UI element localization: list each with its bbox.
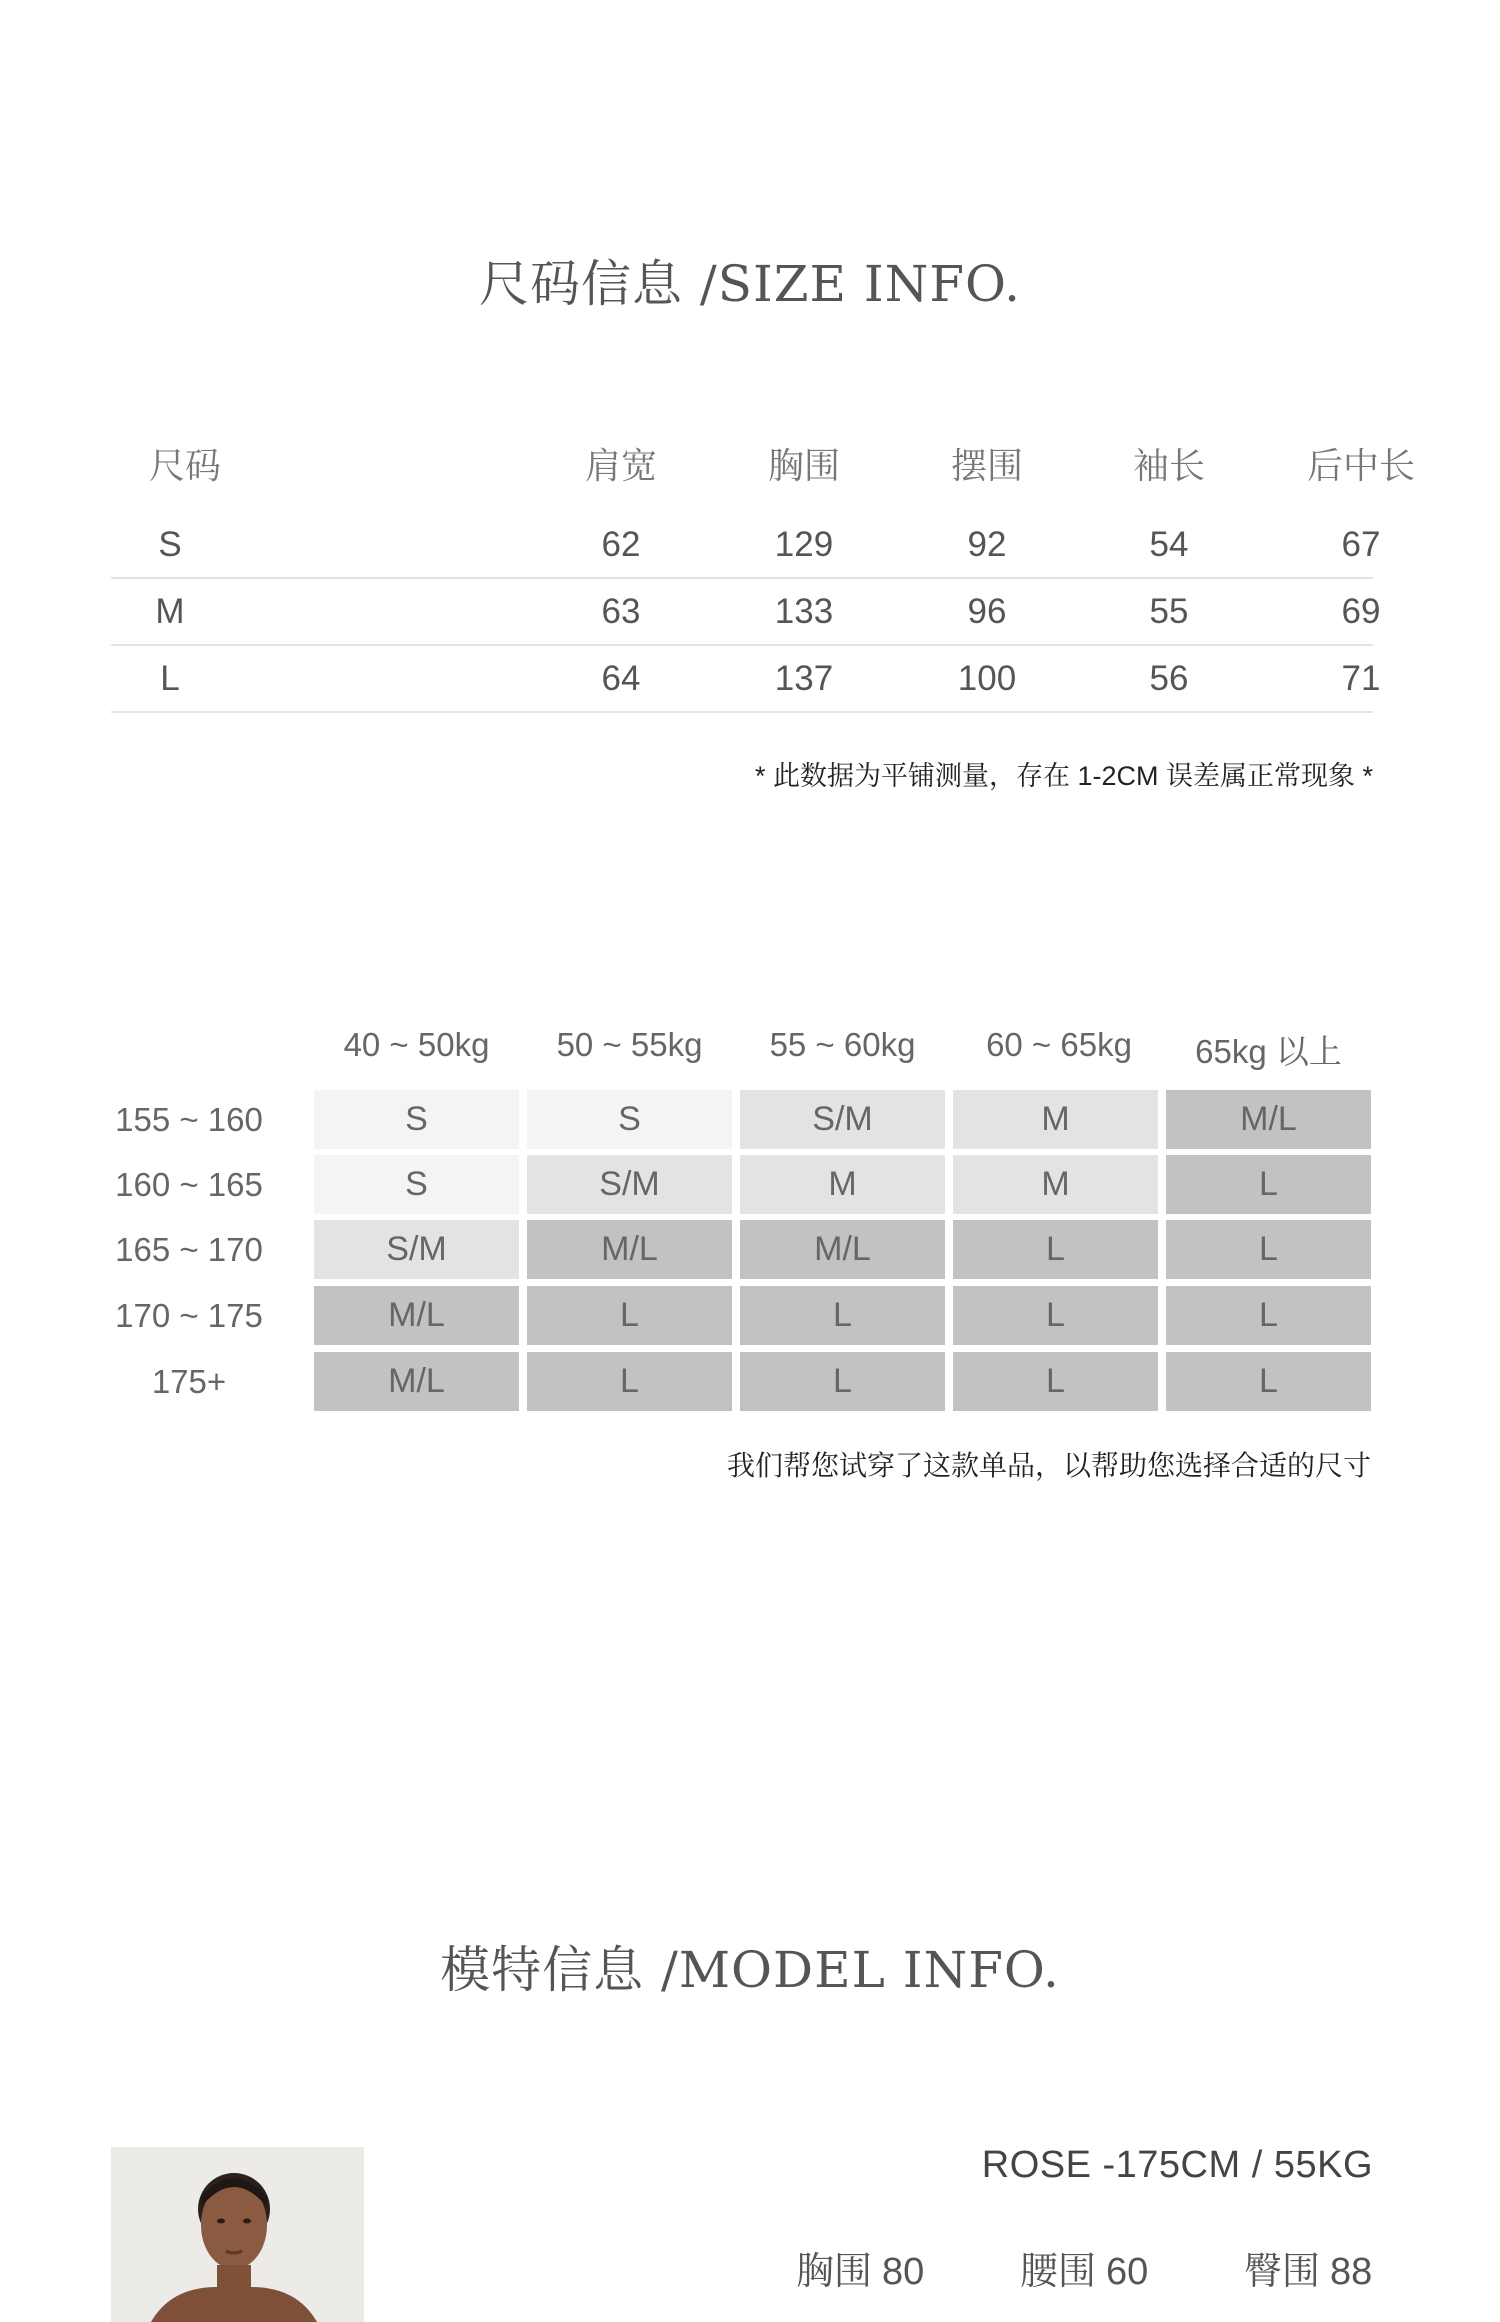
size-cell: L — [953, 1220, 1158, 1279]
weight-header: 50 ~ 55kg — [556, 1026, 703, 1063]
measurement-value: 88 — [1330, 2251, 1373, 2293]
measurement-label: 臀围 — [1244, 2251, 1321, 2293]
size-cell: S — [314, 1155, 519, 1214]
back-length-cell: 71 — [1341, 658, 1381, 698]
header-hem: 摆围 — [950, 445, 1023, 486]
weight-header: 55 ~ 60kg — [769, 1026, 916, 1063]
size-cell: M — [740, 1155, 945, 1214]
chest-cell: 133 — [774, 591, 834, 631]
back-length-cell: 69 — [1341, 591, 1381, 631]
hem-cell: 92 — [967, 524, 1007, 564]
measurement-chest — [796, 2240, 924, 2295]
size-cell: L — [740, 1352, 945, 1411]
header-chest: 胸围 — [767, 445, 840, 486]
size-cell: L — [527, 1352, 732, 1411]
model-info-title: 模特信息 /MODEL INFO. — [440, 1941, 1060, 1999]
height-label: 165 ~ 170 — [115, 1231, 263, 1268]
height-label: 170 ~ 175 — [115, 1297, 263, 1334]
measurement-value: 60 — [1106, 2251, 1149, 2293]
size-cell: S — [314, 1090, 519, 1149]
model-photo — [111, 2147, 364, 2322]
measurement-waist — [1020, 2240, 1148, 2295]
measurement-hip — [1244, 2240, 1372, 2295]
size-cell: M — [953, 1090, 1158, 1149]
size-cell: M — [953, 1155, 1158, 1214]
size-cell: L — [740, 1286, 945, 1345]
measurement-note: * 此数据为平铺测量，存在 1-2CM 误差属正常现象 * — [754, 761, 1373, 791]
size-cell: L — [1166, 1220, 1371, 1279]
hem-cell: 96 — [967, 591, 1007, 631]
size-cell: L — [1166, 1286, 1371, 1345]
table-row — [111, 646, 1381, 713]
size-cell: M/L — [314, 1352, 519, 1411]
size-info-title: 尺码信息 /SIZE INFO. — [478, 255, 1022, 313]
size-cell: M — [155, 591, 185, 631]
size-cell: L — [527, 1286, 732, 1345]
measurement-label: 腰围 — [1020, 2251, 1097, 2293]
weight-header: 60 ~ 65kg — [986, 1026, 1132, 1063]
size-cell: S — [527, 1090, 732, 1149]
size-cell: M/L — [314, 1286, 519, 1345]
size-cell: L — [953, 1352, 1158, 1411]
size-cell: M/L — [740, 1220, 945, 1279]
height-label: 175+ — [151, 1363, 227, 1400]
size-cell: S — [158, 524, 182, 564]
sleeve-cell: 56 — [1149, 658, 1189, 698]
size-cell: M/L — [527, 1220, 732, 1279]
header-back-length: 后中长 — [1306, 445, 1415, 486]
size-cell: S/M — [314, 1220, 519, 1279]
sleeve-cell: 55 — [1149, 591, 1189, 631]
shoulder-cell: 64 — [601, 658, 641, 698]
measurement-value: 80 — [882, 2251, 925, 2293]
header-shoulder: 肩宽 — [584, 445, 657, 486]
model-portrait-icon — [111, 2147, 364, 2322]
size-cell: S/M — [527, 1155, 732, 1214]
measurement-label: 胸围 — [796, 2251, 873, 2293]
height-label: 160 ~ 165 — [115, 1166, 263, 1203]
size-cell: L — [1166, 1352, 1371, 1411]
header-size: 尺码 — [149, 445, 222, 486]
size-cell: L — [160, 658, 180, 698]
header-sleeve: 袖长 — [1132, 445, 1205, 486]
size-cell: L — [953, 1286, 1158, 1345]
chest-cell: 137 — [774, 658, 834, 698]
weight-header: 40 ~ 50kg — [343, 1026, 490, 1063]
back-length-cell: 67 — [1341, 524, 1381, 564]
table-row — [111, 512, 1381, 579]
shoulder-cell: 62 — [601, 524, 641, 564]
size-cell: L — [1166, 1155, 1371, 1214]
model-name: ROSE -175CM / 55KG — [981, 2144, 1373, 2186]
shoulder-cell: 63 — [601, 591, 641, 631]
weight-header: 65kg 以上 — [1195, 1033, 1342, 1070]
hem-cell: 100 — [957, 658, 1017, 698]
fitting-note: 我们帮您试穿了这款单品，以帮助您选择合适的尺寸 — [726, 1450, 1371, 1481]
size-table-header — [111, 438, 1415, 512]
chest-cell: 129 — [774, 524, 834, 564]
sleeve-cell: 54 — [1149, 524, 1189, 564]
size-table — [111, 438, 1415, 713]
table-row — [111, 579, 1381, 646]
height-label: 155 ~ 160 — [115, 1101, 263, 1138]
size-cell: S/M — [740, 1090, 945, 1149]
size-cell: M/L — [1166, 1090, 1371, 1149]
